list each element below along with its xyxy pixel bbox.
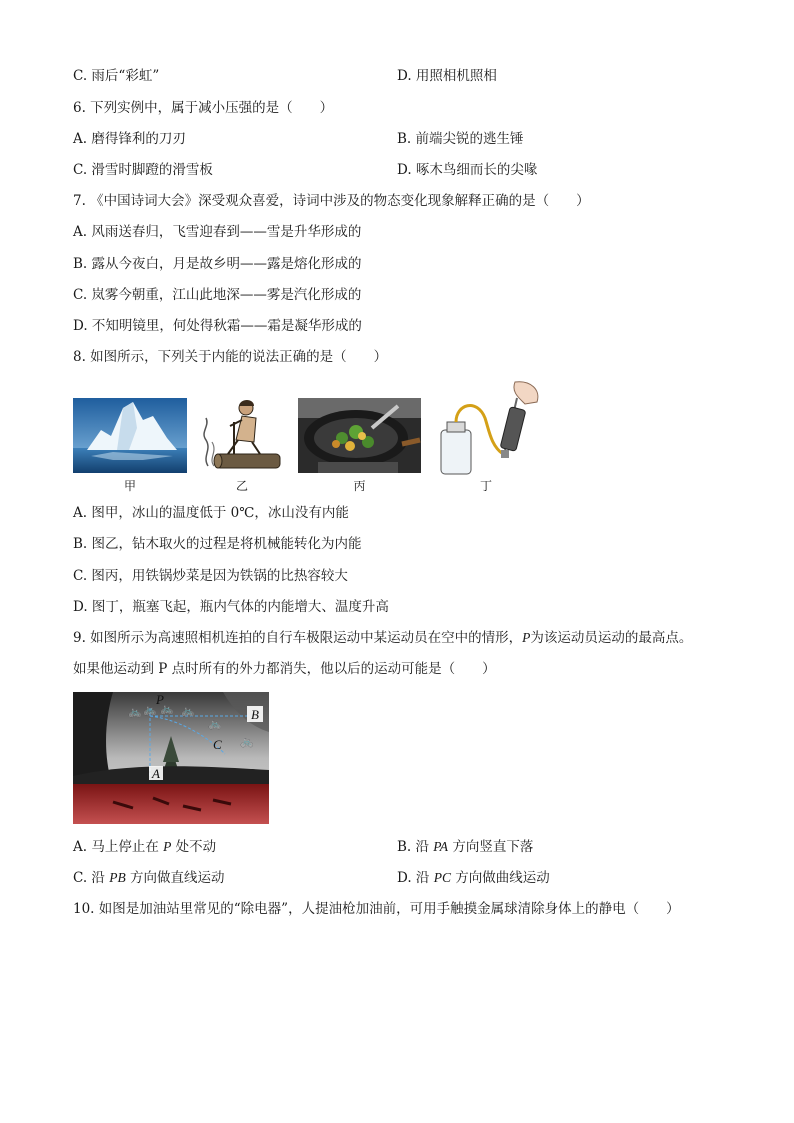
q6-option-d: D. 啄木鸟细而长的尖喙 (397, 162, 538, 178)
q8-option-d: D. 图丁，瓶塞飞起，瓶内气体的内能增大、温度升高 (73, 599, 389, 615)
q6-option-a: A. 磨得锋利的刀刃 (73, 131, 186, 147)
q9-stem-line1: 9. 如图所示为高速照相机连拍的自行车极限运动中某运动员在空中的情形，P为该运动员运动的最高点。 (73, 630, 693, 646)
cyclist-icon: 🚲 (143, 703, 157, 716)
label-b: B (251, 707, 259, 722)
q7-option-c: C. 岚雾今朝重，江山此地深——雾是汽化形成的 (73, 287, 362, 303)
q7-option-a: A. 风雨送春归，飞雪迎春到——雪是升华形成的 (73, 224, 362, 240)
q6-option-b: B. 前端尖锐的逃生锤 (397, 131, 524, 147)
caption-yi: 乙 (235, 479, 248, 493)
caption-ding: 丁 (479, 479, 492, 493)
q9-option-b: B. 沿 PA 方向竖直下落 (397, 839, 534, 855)
label-a: A (152, 766, 160, 781)
cyclist-icon: 🚲 (208, 717, 222, 730)
q8-option-a: A. 图甲，冰山的温度低于 0℃，冰山没有内能 (73, 505, 349, 521)
q8-stem: 8. 如图所示，下列关于内能的说法正确的是（ ） (73, 349, 388, 365)
cyclist-icon: 🚲 (160, 702, 174, 715)
q9-stem-line2: 如果他运动到 P 点时所有的外力都消失，他以后的运动可能是（ ） (73, 661, 496, 677)
q7-option-b: B. 露从今夜白，月是故乡明——露是熔化形成的 (73, 256, 362, 272)
q6-stem: 6. 下列实例中，属于减小压强的是（ ） (73, 100, 334, 116)
bottle-pump-drawing (433, 378, 548, 476)
caption-jia: 甲 (123, 479, 136, 493)
cyclist-icon: 🚲 (181, 704, 195, 717)
fire-drill-drawing (198, 396, 286, 474)
wok-cooking-photo (298, 398, 421, 473)
q8-option-c: C. 图丙，用铁锅炒菜是因为铁锅的比热容较大 (73, 568, 348, 584)
caption-bing: 丙 (353, 479, 366, 493)
label-c: C (213, 737, 222, 752)
q6-option-c: C. 滑雪时脚蹬的滑雪板 (73, 162, 213, 178)
q9-option-c: C. 沿 PB 方向做直线运动 (73, 870, 225, 886)
cyclist-icon: 🚲 (240, 735, 254, 748)
bmx-motion-photo (73, 692, 269, 824)
q9-option-a: A. 马上停止在 P 处不动 (73, 839, 217, 855)
iceberg-photo (73, 398, 187, 473)
q7-stem: 7. 《中国诗词大会》深受观众喜爱，诗词中涉及的物态变化现象解释正确的是（ ） (73, 193, 590, 209)
q5-option-d: D. 用照相机照相 (397, 68, 497, 84)
q7-option-d: D. 不知明镜里，何处得秋霜——霜是凝华形成的 (73, 318, 362, 334)
label-p: P (156, 692, 164, 707)
q8-option-b: B. 图乙，钻木取火的过程是将机械能转化为内能 (73, 536, 362, 552)
cyclist-icon: 🚲 (128, 705, 142, 718)
q10-stem: 10. 如图是加油站里常见的“除电器”，人提油枪加油前，可用手触摸金属球清除身体上的静电（ ） (73, 901, 680, 917)
q9-option-d: D. 沿 PC 方向做曲线运动 (397, 870, 550, 886)
q5-option-c: C. 雨后“彩虹” (73, 68, 160, 84)
